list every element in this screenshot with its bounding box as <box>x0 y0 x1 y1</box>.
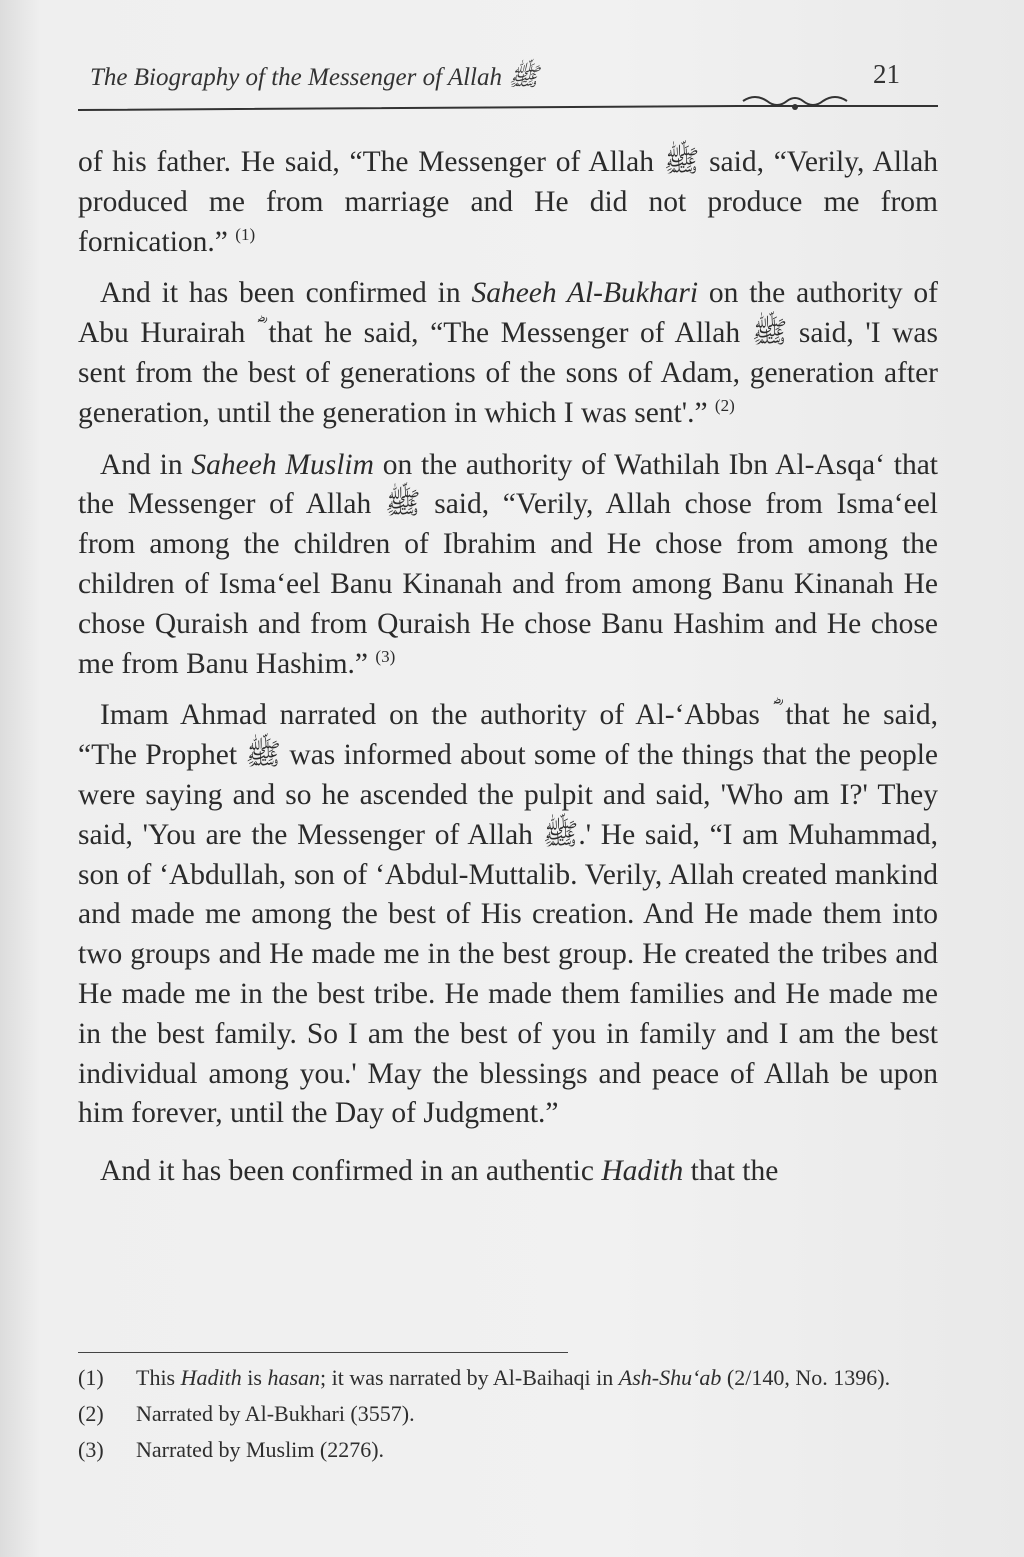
paragraph-3-text-a: And in <box>100 448 192 481</box>
paragraph-2 <box>78 274 938 433</box>
footnote-2 <box>78 1398 940 1430</box>
footnote-1-text-a: This <box>136 1365 181 1390</box>
footnote-ref-2: (2) <box>714 395 735 415</box>
paragraph-3 <box>78 446 938 685</box>
footnote-3 <box>78 1434 940 1466</box>
paragraph-3-text-b: on the authority of Wathilah Ibn Al-Asqa‘ that the Messenger of Allah ﷺ said, “Verily, Allah chose from Isma‘eel from among the children of Ibrahim and He chose from among the children of Isma‘eel Banu Kinanah and from among Banu Kinanah He chose Quraish and from Quraish He chose Banu Hashim and He chose me from Banu Hashim.” <box>78 448 939 680</box>
footnote-divider <box>78 1352 568 1353</box>
paragraph-4-text: Imam Ahmad narrated on the authority of Al-‘Abbas ؓ that he said, “The Prophet ﷺ was informed about some of the things that the people were saying and so he ascended the pulpit and said, 'Who am I?' They said, 'You are the Messenger of Allah ﷺ.' He said, “I am Muhammad, son of ‘Abdullah, son of ‘Abdul-Muttalib. Verily, Allah created mankind and made me among the best of His creation. And He made them into two groups and He made me in the best group. He created the tribes and He made me in the best tribe. He made them families and He made me in the best family. So I am the best of you in family and I am the best individual among you.' May the blessings and peace of Allah be upon him forever, until the Day of Judgment.” <box>78 699 938 1130</box>
paragraph-5-text-a: And it has been confirmed in an authentic <box>100 1155 602 1188</box>
footnote-1-text-b: is <box>241 1365 268 1390</box>
paragraph-1-text: of his father. He said, “The Messenger of Allah ﷺ said, “Verily, Allah produced me from marriage and He did not produce me from fornication.” <box>78 146 939 258</box>
paragraph-4 <box>78 696 938 1134</box>
footnotes <box>78 1362 940 1470</box>
paragraph-5-term: Hadith <box>601 1155 684 1188</box>
paragraph-2-title: Saheeh Al-Bukhari <box>471 277 699 310</box>
header-ornament-rule <box>78 93 938 117</box>
paragraph-1 <box>78 143 938 262</box>
paragraph-5 <box>78 1152 938 1192</box>
footnote-number: (1) <box>78 1365 104 1390</box>
page-number: 21 <box>873 59 900 89</box>
main-text <box>78 143 938 1204</box>
footnote-ref-3: (3) <box>375 646 396 666</box>
footnote-text: Narrated by Muslim (2276). <box>136 1437 385 1462</box>
footnote-ref-1: (1) <box>235 224 256 244</box>
footnote-1-source: Ash-Shu‘ab <box>618 1365 722 1390</box>
running-title: The Biography of the Messenger of Allah ﷺ <box>90 64 539 91</box>
footnote-number: (2) <box>78 1401 104 1426</box>
paragraph-5-text-b: that the <box>683 1155 779 1188</box>
footnote-number: (3) <box>78 1437 104 1462</box>
footnote-text <box>136 1362 940 1394</box>
paragraph-3-title: Saheeh Muslim <box>191 448 374 481</box>
footnote-1 <box>78 1362 940 1394</box>
paragraph-2-text-a: And it has been confirmed in <box>100 277 472 310</box>
paragraph-2-text-b: on the authority of Abu Hurairah ؓ that he said, “The Messenger of Allah ﷺ said, 'I was sent from the best of generations of the sons of Adam, generation after generation, until the generation in which I was sent'.” <box>78 277 938 429</box>
footnote-1-text-c: ; it was narrated by Al-Baihaqi in <box>320 1365 619 1390</box>
footnote-1-grade: hasan <box>267 1365 320 1390</box>
footnote-1-text-d: (2/140, No. 1396). <box>721 1365 891 1390</box>
footnote-1-term: Hadith <box>180 1365 242 1390</box>
footnote-text: Narrated by Al-Bukhari (3557). <box>136 1401 415 1426</box>
page-header <box>90 55 930 115</box>
